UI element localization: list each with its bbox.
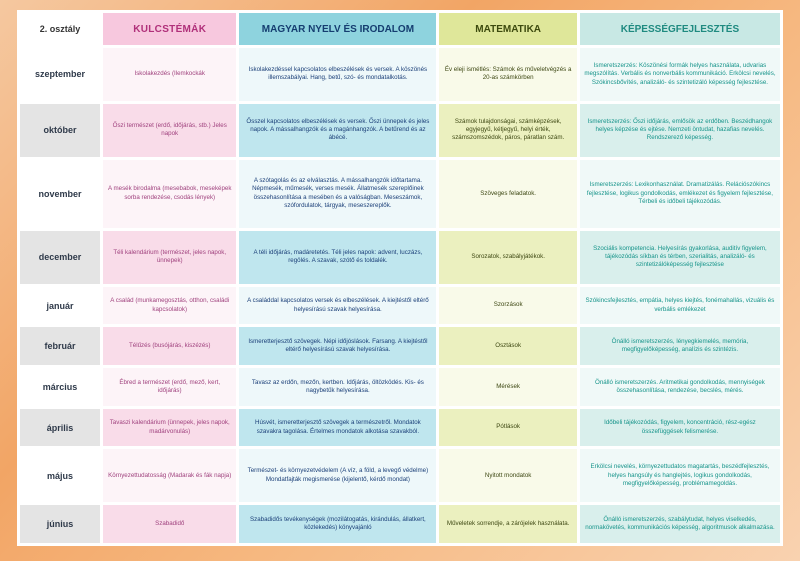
table-row bbox=[20, 327, 780, 365]
matematika-cell: Év eleji ismétlés: Számok és műveletvégzés a 20-as számkörben bbox=[439, 48, 576, 101]
grade-label: 2. osztály bbox=[20, 13, 100, 45]
header-kepessegfejlesztes: KÉPESSÉGFEJLESZTÉS bbox=[580, 13, 780, 45]
table-row bbox=[20, 48, 780, 101]
magyar-cell: Természet- és környezetvédelem (A víz, a föld, a levegő védelme) Mondatfajták megismerése (kijelentő, kérdő mondat) bbox=[239, 449, 436, 502]
matematika-cell: Mérések bbox=[439, 368, 576, 406]
month-cell: december bbox=[20, 231, 100, 284]
kepesseg-cell: Önálló ismeretszerzés, lényegkiemelés, memória, megfigyelőképesség, analízis és szintézis. bbox=[580, 327, 780, 365]
table-row bbox=[20, 368, 780, 406]
magyar-cell: A családdal kapcsolatos versek és elbeszélések. A kiejtéstől eltérő helyesírású szavak helyesírása. bbox=[239, 287, 436, 325]
curriculum-table bbox=[17, 10, 783, 546]
kulcstema-cell: Télűzés (busójárás, kiszézés) bbox=[103, 327, 236, 365]
matematika-cell: Szorzások bbox=[439, 287, 576, 325]
kulcstema-cell: Tavaszi kalendárium (ünnepek, jeles napok, madárvonulás) bbox=[103, 409, 236, 447]
table-row bbox=[20, 160, 780, 228]
kulcstema-cell: Téli kalendárium (természet, jeles napok, ünnepek) bbox=[103, 231, 236, 284]
magyar-cell: Szabadidős tevékenységek (mozilátogatás, kirándulás, állatkert, közlekedés) könyvajánló bbox=[239, 505, 436, 543]
matematika-cell: Sorozatok, szabályjátékok. bbox=[439, 231, 576, 284]
header-magyar: MAGYAR NYELV ÉS IRODALOM bbox=[239, 13, 436, 45]
table-row bbox=[20, 505, 780, 543]
magyar-cell: Ősszel kapcsolatos elbeszélések és versek. Őszi ünnepek és jeles napok. A mássalhangzók és a magánhangzók. A betűrend és az ábécé. bbox=[239, 104, 436, 157]
magyar-cell: Ismeretterjesztő szövegek. Népi időjóslások. Farsang. A kiejtéstől eltérő helyesírású szavak helyesírása. bbox=[239, 327, 436, 365]
month-cell: szeptember bbox=[20, 48, 100, 101]
month-cell: május bbox=[20, 449, 100, 502]
magyar-cell: Húsvét, ismeretterjesztő szövegek a természetről. Mondatok szavakra tagolása. Értelmes mondatok alkotása szavakból. bbox=[239, 409, 436, 447]
kulcstema-cell: Szabadidő bbox=[103, 505, 236, 543]
curriculum-card bbox=[17, 10, 783, 546]
table-row bbox=[20, 104, 780, 157]
kepesseg-cell: Időbeli tájékozódás, figyelem, koncentráció, rész-egész összefüggések felismerése. bbox=[580, 409, 780, 447]
kulcstema-cell: Őszi természet (erdő, időjárás, stb.) Jeles napok bbox=[103, 104, 236, 157]
kepesseg-cell: Önálló ismeretszerzés. Aritmetikai gondolkodás, mennyiségek összehasonlítása, rendezése, becslés, mérés. bbox=[580, 368, 780, 406]
magyar-cell: A szótagolás és az elválasztás. A mássalhangzók időtartama. Népmesék, műmesék, verses mesék. Állatmesék szereplőinek összehasonlítása a mesében és a valóságban. Meseszámok, szófordulatok, tárgyak, meseszereplők. bbox=[239, 160, 436, 228]
header-kulcstemak: KULCSTÉMÁK bbox=[103, 13, 236, 45]
kepesseg-cell: Ismeretszerzés: Köszönési formák helyes használata, udvarias megszólítás. Verbális és nonverbális kommunikáció. Erkölcsi nevelés, Szókincsbővítés, analizáló- és szintetizáló képesség fejlesztése. bbox=[580, 48, 780, 101]
matematika-cell: Pótlások bbox=[439, 409, 576, 447]
magyar-cell: Tavasz az erdőn, mezőn, kertben. Időjárás, öltözködés. Kis- és nagybetűk helyesírása. bbox=[239, 368, 436, 406]
kepesseg-cell: Szókincsfejlesztés, empátia, helyes kiejtés, fonémahallás, vizuális és verbális emlékezet bbox=[580, 287, 780, 325]
matematika-cell: Nyitott mondatok bbox=[439, 449, 576, 502]
month-cell: június bbox=[20, 505, 100, 543]
matematika-cell: Számok tulajdonságai, számképzések, egyjegyű, kétjegyű, helyi érték, számszomszédok, páros, páratlan szám. bbox=[439, 104, 576, 157]
month-cell: március bbox=[20, 368, 100, 406]
header-matematika: MATEMATIKA bbox=[439, 13, 576, 45]
kepesseg-cell: Ismeretszerzés: Lexikonhasználat. Dramatizálás. Relációszókincs fejlesztése, logikus gondolkodás, emlékezet és figyelem fejlesztése, Térbeli és időbeli tájékozódás. bbox=[580, 160, 780, 228]
table-row bbox=[20, 231, 780, 284]
magyar-cell: Iskolakezdéssel kapcsolatos elbeszélések és versek. A köszönés illemszabályai. Hang, betű, szó- és mondatalkotás. bbox=[239, 48, 436, 101]
month-cell: október bbox=[20, 104, 100, 157]
month-cell: április bbox=[20, 409, 100, 447]
kulcstema-cell: Környezettudatosság (Madarak és fák napja) bbox=[103, 449, 236, 502]
matematika-cell: Műveletek sorrendje, a zárójelek használata. bbox=[439, 505, 576, 543]
table-row bbox=[20, 287, 780, 325]
matematika-cell: Szöveges feladatok. bbox=[439, 160, 576, 228]
kulcstema-cell: Iskolakezdés (Ilemkockák bbox=[103, 48, 236, 101]
month-cell: január bbox=[20, 287, 100, 325]
table-row bbox=[20, 409, 780, 447]
kulcstema-cell: Ébred a természet (erdő, mező, kert, időjárás) bbox=[103, 368, 236, 406]
month-cell: november bbox=[20, 160, 100, 228]
table-row bbox=[20, 449, 780, 502]
kepesseg-cell: Önálló ismeretszerzés, szabálytudat, helyes viselkedés, normakövetés, kommunikációs képesség, algoritmusok alkalmazása. bbox=[580, 505, 780, 543]
header-row bbox=[20, 13, 780, 45]
kulcstema-cell: A mesék birodalma (mesebabok, meseképek sorba rendezése, csodás lények) bbox=[103, 160, 236, 228]
kulcstema-cell: A család (munkamegosztás, otthon, családi kapcsolatok) bbox=[103, 287, 236, 325]
magyar-cell: A téli időjárás, madáretetés. Téli jeles napok: advent, luczázs, regölés. A szavak, szótő és toldalék. bbox=[239, 231, 436, 284]
month-cell: február bbox=[20, 327, 100, 365]
kepesseg-cell: Szociális kompetencia. Helyesírás gyakorlása, auditív figyelem, tájékozódás síkban és térben, szerialitás, analizáló- és szintetizálóképesség fejlesztése bbox=[580, 231, 780, 284]
kepesseg-cell: Ismeretszerzés: Őszi időjárás, emlősök az erdőben. Beszédhangok helyes képzése és ejtése. Nemzeti öntudat, hazafias nevelés. Rendszerező képesség. bbox=[580, 104, 780, 157]
kepesseg-cell: Erkölcsi nevelés, környezettudatos magatartás, beszédfejlesztés, helyes hangsúly és hanglejtés, logikus gondolkodás, megfigyelőképesség, problémamegoldás. bbox=[580, 449, 780, 502]
matematika-cell: Osztások bbox=[439, 327, 576, 365]
